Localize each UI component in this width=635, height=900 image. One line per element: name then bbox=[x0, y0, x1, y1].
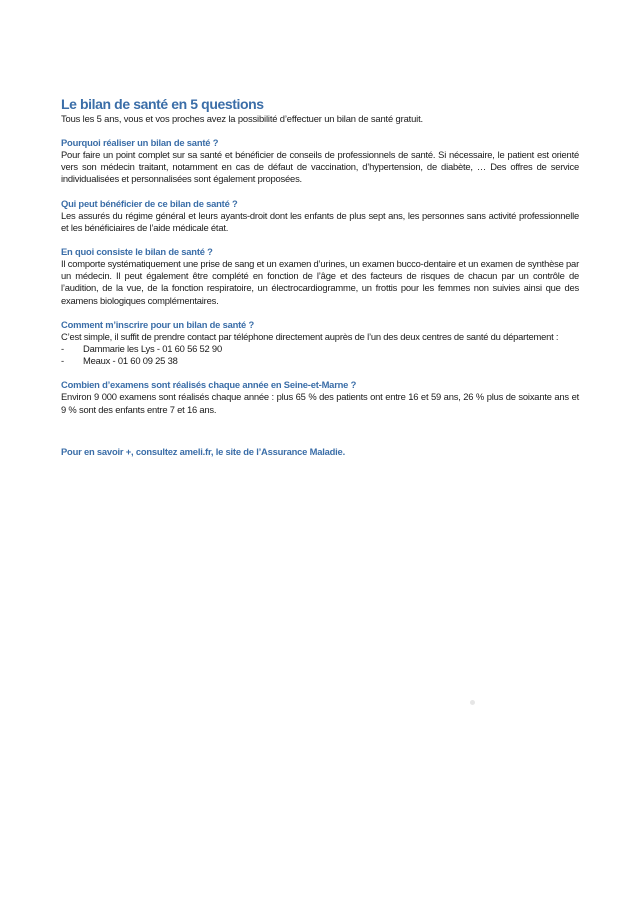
section-who bbox=[61, 198, 579, 234]
list-bullet: - bbox=[61, 355, 64, 367]
section-question: Pourquoi réaliser un bilan de santé ? bbox=[61, 137, 219, 148]
section-how-many bbox=[61, 379, 579, 415]
scan-speck bbox=[470, 700, 475, 705]
list-item bbox=[61, 355, 579, 367]
section-answer: C’est simple, il suffit de prendre contact par téléphone directement auprès de l’un des deux centres de santé du département : bbox=[61, 330, 559, 342]
footer-link-note: Pour en savoir +, consultez ameli.fr, le site de l’Assurance Maladie. bbox=[61, 445, 345, 457]
section-why bbox=[61, 137, 579, 186]
center-contact: Dammarie les Lys - 01 60 56 52 90 bbox=[83, 343, 222, 355]
section-question: Comment m’inscrire pour un bilan de santé ? bbox=[61, 318, 254, 330]
health-centers-list bbox=[61, 343, 579, 367]
document-content bbox=[61, 96, 579, 467]
list-bullet: - bbox=[61, 343, 64, 355]
section-how bbox=[61, 319, 579, 368]
section-what bbox=[61, 246, 579, 307]
center-contact: Meaux - 01 60 09 25 38 bbox=[83, 355, 178, 367]
section-answer: Il comporte systématiquement une prise de sang et un examen d’urines, un examen bucco-dentaire et un examen de synthèse par un médecin. Il peut également être complété en fonction de l’âge et des facteurs de risques de chacun par un contrôle de l’audition, de la vue, de la fonction respiratoire, un électrocardiogramme, un frottis pour les femmes non suivies ainsi que des examens biologiques complémentaires. bbox=[61, 258, 579, 306]
page-title: Le bilan de santé en 5 questions bbox=[61, 96, 264, 112]
list-item bbox=[61, 343, 579, 355]
section-answer: Environ 9 000 examens sont réalisés chaque année : plus 65 % des patients ont entre 16 et 59 ans, 26 % plus de soixante ans et 9 % sont des enfants entre 7 et 16 ans. bbox=[61, 391, 579, 415]
section-answer: Pour faire un point complet sur sa santé et bénéficier de conseils de professionnels de santé. Si nécessaire, le patient est orienté vers son médecin traitant, notamment en cas de défaut de vaccination, d’hypertension, de diabète, … Des offres de service individualisées et personnalisées sont également proposées. bbox=[61, 149, 579, 185]
section-answer: Les assurés du régime général et leurs ayants-droit dont les enfants de plus sept ans, les personnes sans activité professionnelle et les bénéficiaires de l’aide médicale état. bbox=[61, 209, 579, 233]
section-question: Qui peut bénéficier de ce bilan de santé ? bbox=[61, 197, 238, 209]
section-question: En quoi consiste le bilan de santé ? bbox=[61, 246, 213, 258]
section-question: Combien d’examens sont réalisés chaque année en Seine-et-Marne ? bbox=[61, 379, 357, 391]
intro-paragraph: Tous les 5 ans, vous et vos proches avez la possibilité d’effectuer un bilan de santé gratuit. bbox=[61, 113, 423, 124]
